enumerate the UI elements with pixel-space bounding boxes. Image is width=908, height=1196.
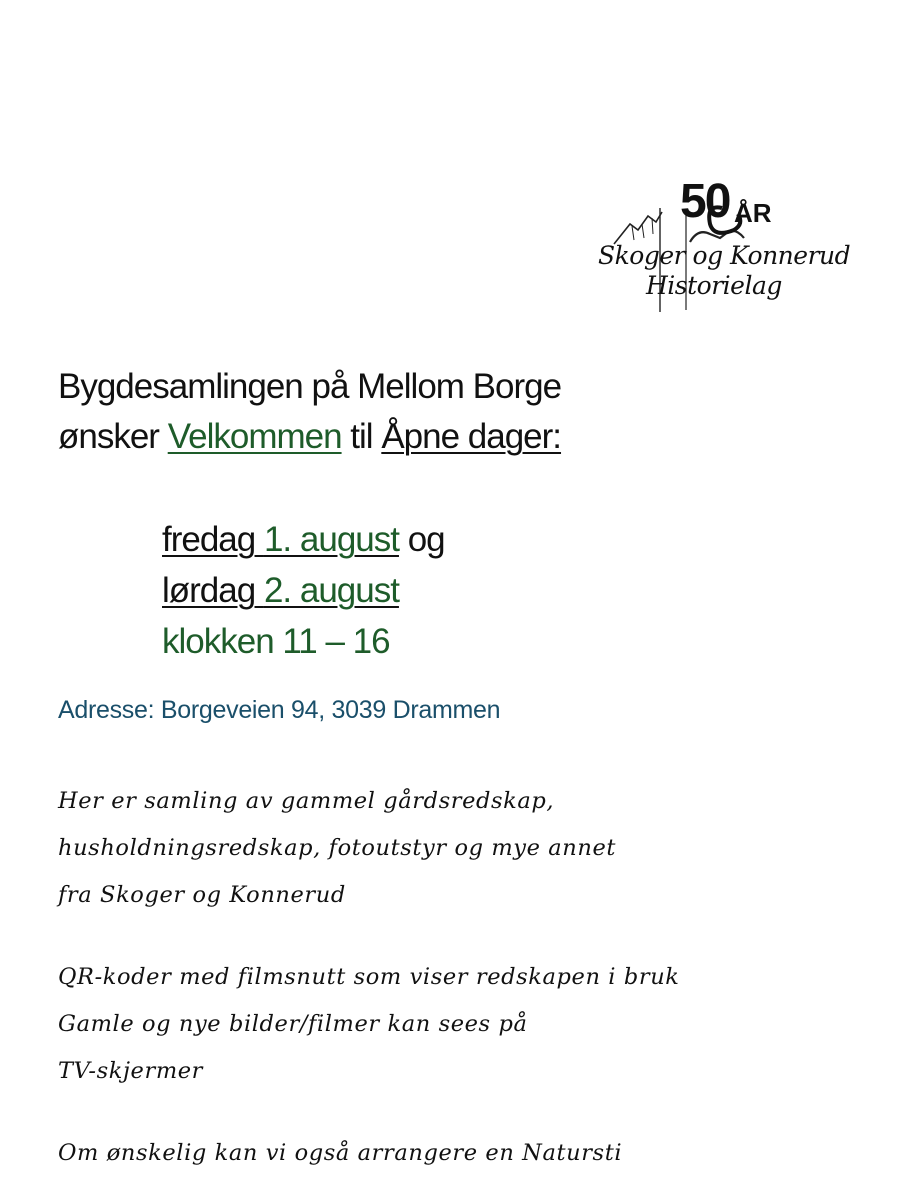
title-prefix: ønsker	[58, 417, 168, 456]
paragraph-line: QR-koder med filmsnutt som viser redskapen i bruk	[58, 964, 680, 990]
logo-name-line2: Historielag	[646, 271, 782, 300]
paragraph-line: fra Skoger og Konnerud	[58, 882, 346, 908]
logo-suffix: ÅR	[734, 198, 772, 228]
page-title	[58, 362, 561, 462]
title-middle: til	[341, 417, 382, 456]
day1-suffix: og	[398, 520, 445, 559]
day2-date: 2. august	[263, 571, 399, 610]
day2-line	[162, 565, 445, 616]
paragraph-line: Gamle og nye bilder/filmer kan sees på	[58, 1011, 528, 1037]
day2-weekday: lørdag	[162, 571, 264, 610]
day1-date: 1. august	[263, 520, 399, 559]
day1-label	[162, 520, 399, 559]
historielag-logo	[594, 175, 851, 318]
logo-number: 50	[680, 175, 730, 228]
paragraph-line: TV-skjermer	[58, 1058, 204, 1084]
paragraph-line: Om ønskelig kan vi også arrangere en Natursti	[58, 1140, 623, 1166]
paragraph-collection	[58, 778, 616, 919]
day2-label	[162, 571, 399, 610]
day1-weekday: fredag	[162, 520, 264, 559]
logo-name-line1: Skoger og Konnerud	[598, 241, 851, 270]
velkommen-link[interactable]: Velkommen	[167, 417, 342, 456]
apne-dager-label: Åpne dager:	[381, 417, 562, 456]
paragraph-line: husholdningsredskap, fotoutstyr og mye annet	[58, 835, 617, 861]
title-line1: Bygdesamlingen på Mellom Borge	[58, 367, 562, 406]
address-text: Adresse: Borgeveien 94, 3039 Drammen	[58, 696, 501, 724]
day1-line	[162, 514, 445, 565]
paragraph-nature-trail	[58, 1130, 622, 1177]
paragraph-line: Her er samling av gammel gårdsredskap,	[58, 788, 555, 814]
title-line2	[58, 412, 561, 462]
opening-hours: klokken 11 – 16	[162, 622, 390, 661]
open-days-block	[162, 514, 445, 667]
paragraph-qr-codes	[58, 954, 680, 1095]
